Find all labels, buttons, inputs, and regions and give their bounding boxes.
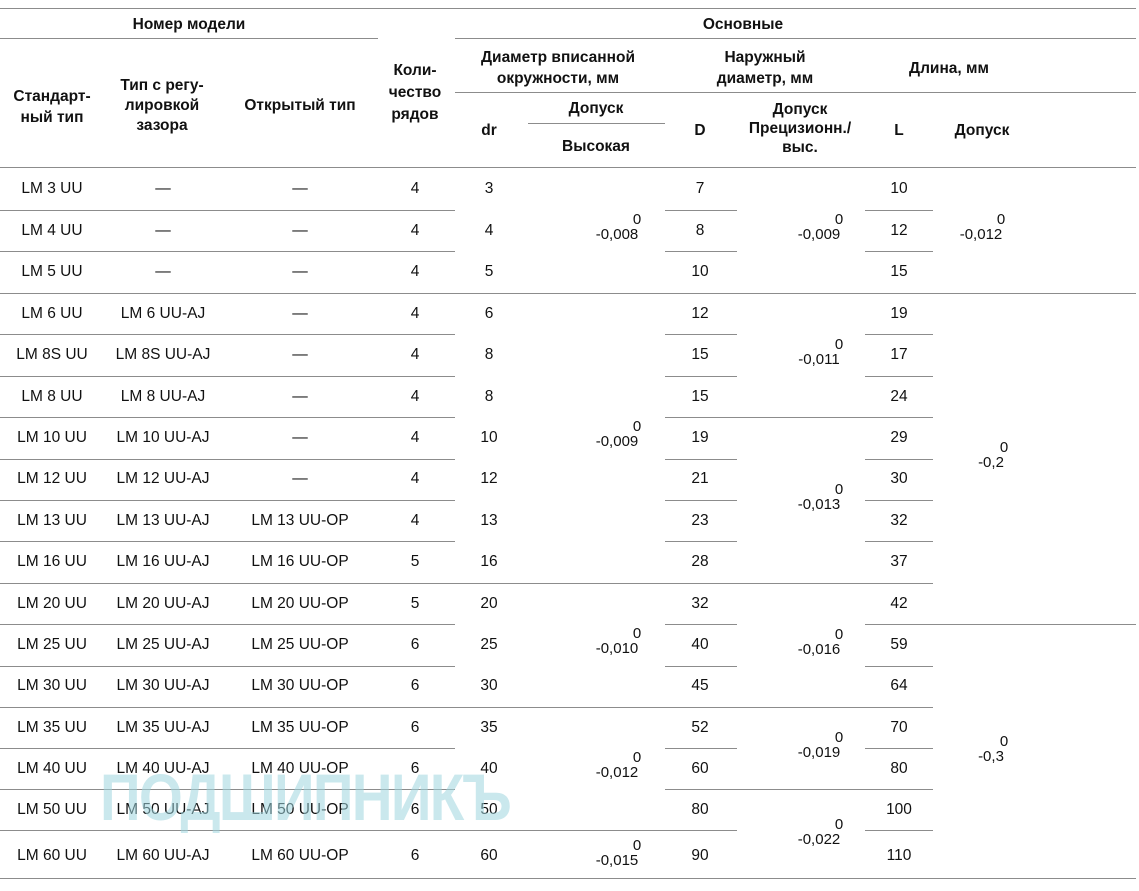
cell-aj: LM 12 UU-AJ: [116, 470, 210, 487]
cell-dr: 8: [484, 346, 494, 363]
cell-std: LM 25 UU: [17, 636, 87, 653]
table-rule: [737, 707, 865, 708]
tolerance-D-6: 0 -0,022: [797, 816, 844, 848]
cell-std: LM 50 UU: [17, 801, 87, 818]
table-rule: [737, 417, 865, 418]
cell-std: LM 16 UU: [17, 553, 87, 570]
cell-op: LM 40 UU-OP: [251, 760, 349, 777]
rule-header-bottom: [0, 167, 1136, 168]
cell-L: 17: [890, 346, 908, 363]
cell-n: 6: [410, 719, 420, 736]
cell-D: 15: [691, 346, 709, 363]
table-rule: [865, 789, 933, 790]
cell-n: 6: [410, 677, 420, 694]
table-rule: [0, 583, 455, 584]
table-rule: [0, 624, 455, 625]
cell-dr: 35: [480, 719, 498, 736]
cell-dr: 10: [480, 429, 498, 446]
table-rule: [0, 417, 455, 418]
table-rule: [865, 583, 933, 584]
cell-aj: LM 8S UU-AJ: [115, 346, 211, 363]
cell-std: LM 60 UU: [17, 847, 87, 864]
table-rule: [0, 666, 455, 667]
cell-op: LM 30 UU-OP: [251, 677, 349, 694]
table-rule: [665, 748, 737, 749]
cell-L: 42: [890, 595, 908, 612]
cell-L: 80: [890, 760, 908, 777]
rule-top: [0, 8, 1136, 9]
table-rule: [0, 707, 455, 708]
cell-aj: LM 25 UU-AJ: [116, 636, 210, 653]
cell-n: 4: [410, 346, 420, 363]
table-rule: [933, 624, 1136, 625]
tolerance-dr-4: 0 -0,012: [595, 749, 642, 781]
header-L: L: [894, 122, 904, 139]
cell-op: —: [292, 470, 308, 487]
cell-D: 45: [691, 677, 709, 694]
cell-aj: —: [155, 263, 171, 280]
cell-std: LM 6 UU: [21, 305, 83, 322]
table-rule: [665, 500, 737, 501]
table-rule: [0, 878, 1136, 879]
table-rule: [0, 376, 455, 377]
cell-L: 30: [890, 470, 908, 487]
cell-aj: —: [155, 222, 171, 239]
cell-D: 7: [695, 180, 705, 197]
tolerance-dr-5: 0 -0,015: [595, 837, 642, 869]
cell-n: 4: [410, 305, 420, 322]
tolerance-dr-2: 0 -0,009: [595, 418, 642, 450]
cell-L: 32: [890, 512, 908, 529]
header-dr: dr: [481, 122, 497, 139]
cell-n: 4: [410, 222, 420, 239]
table-rule: [455, 293, 665, 294]
cell-n: 4: [410, 470, 420, 487]
rule-tolerance-high: [528, 123, 665, 124]
table-rule: [865, 500, 933, 501]
cell-n: 4: [410, 180, 420, 197]
header-high: Высокая: [562, 138, 630, 155]
cell-std: LM 4 UU: [21, 222, 83, 239]
cell-std: LM 12 UU: [17, 470, 87, 487]
tolerance-L-3: 0 -0,3: [978, 733, 1009, 765]
cell-aj: LM 60 UU-AJ: [116, 847, 210, 864]
header-tolerance: Допуск: [568, 100, 624, 117]
cell-n: 6: [410, 847, 420, 864]
cell-op: LM 50 UU-OP: [251, 801, 349, 818]
cell-std: LM 3 UU: [21, 180, 83, 197]
table-rule: [665, 293, 737, 294]
cell-D: 80: [691, 801, 709, 818]
cell-op: LM 25 UU-OP: [251, 636, 349, 653]
table-rule: [665, 789, 737, 790]
cell-L: 110: [886, 847, 912, 864]
cell-L: 59: [890, 636, 908, 653]
table-rule: [865, 541, 933, 542]
cell-L: 70: [890, 719, 908, 736]
cell-op: —: [292, 388, 308, 405]
table-rule: [865, 376, 933, 377]
tolerance-L-1: 0 -0,012: [959, 211, 1006, 243]
tolerance-D-5: 0 -0,019: [797, 729, 844, 761]
table-rule: [737, 583, 865, 584]
cell-n: 5: [410, 553, 420, 570]
cell-n: 4: [410, 429, 420, 446]
rule-subheader: [455, 92, 1136, 93]
header-D: D: [694, 122, 706, 139]
table-rule: [455, 583, 665, 584]
cell-dr: 4: [484, 222, 494, 239]
table-rule: [665, 459, 737, 460]
cell-D: 23: [691, 512, 709, 529]
header-standard-type: Стандарт- ный тип: [13, 88, 91, 126]
table-rule: [0, 541, 455, 542]
tolerance-D-2: 0 -0,011: [798, 336, 844, 368]
rule-model-group: [0, 38, 378, 39]
cell-aj: LM 13 UU-AJ: [116, 512, 210, 529]
cell-op: LM 35 UU-OP: [251, 719, 349, 736]
cell-std: LM 35 UU: [17, 719, 87, 736]
cell-op: LM 60 UU-OP: [251, 847, 349, 864]
table-rule: [0, 334, 455, 335]
header-adjustable-type: Тип с регу- лировкой зазора: [120, 77, 204, 134]
table-rule: [933, 293, 1136, 294]
cell-aj: LM 35 UU-AJ: [116, 719, 210, 736]
cell-n: 4: [410, 263, 420, 280]
tolerance-dr-3: 0 -0,010: [595, 625, 642, 657]
cell-D: 12: [691, 305, 709, 322]
header-length: Длина, мм: [909, 60, 989, 77]
cell-aj: LM 50 UU-AJ: [116, 801, 210, 818]
cell-dr: 50: [480, 801, 498, 818]
watermark-logo: [100, 742, 520, 842]
table-rule: [0, 251, 455, 252]
table-rule: [0, 293, 455, 294]
table-rule: [665, 417, 737, 418]
table-rule: [665, 251, 737, 252]
cell-L: 37: [890, 553, 908, 570]
header-rows-count: Коли- чество рядов: [388, 62, 442, 123]
table-rule: [0, 500, 455, 501]
header-model-number: Номер модели: [132, 16, 246, 33]
table-rule: [0, 459, 455, 460]
tolerance-D-1: 0 -0,009: [797, 211, 844, 243]
rule-main-group: [455, 38, 1136, 39]
cell-op: LM 16 UU-OP: [251, 553, 349, 570]
table-rule: [865, 748, 933, 749]
cell-dr: 30: [480, 677, 498, 694]
table-rule: [665, 210, 737, 211]
cell-dr: 5: [484, 263, 494, 280]
table-rule: [665, 707, 737, 708]
table-rule: [665, 666, 737, 667]
cell-op: —: [292, 305, 308, 322]
cell-D: 28: [691, 553, 709, 570]
cell-op: —: [292, 222, 308, 239]
table-rule: [665, 376, 737, 377]
cell-op: —: [292, 429, 308, 446]
cell-D: 52: [691, 719, 709, 736]
cell-dr: 20: [480, 595, 498, 612]
cell-n: 6: [410, 760, 420, 777]
cell-std: LM 40 UU: [17, 760, 87, 777]
cell-D: 19: [691, 429, 709, 446]
cell-std: LM 5 UU: [21, 263, 83, 280]
cell-L: 100: [886, 801, 912, 818]
cell-op: —: [292, 263, 308, 280]
cell-dr: 12: [480, 470, 498, 487]
cell-L: 10: [890, 180, 908, 197]
cell-dr: 6: [484, 305, 494, 322]
table-rule: [665, 583, 737, 584]
cell-dr: 25: [480, 636, 498, 653]
header-tolerance-precision: Допуск Прецизионн./ выс.: [748, 101, 852, 156]
table-rule: [865, 830, 933, 831]
cell-op: LM 20 UU-OP: [251, 595, 349, 612]
cell-dr: 8: [484, 388, 494, 405]
cell-aj: —: [155, 180, 171, 197]
cell-op: —: [292, 180, 308, 197]
table-rule: [455, 707, 665, 708]
tolerance-D-3: 0 -0,013: [797, 481, 844, 513]
table-rule: [865, 293, 933, 294]
cell-dr: 13: [480, 512, 498, 529]
cell-n: 4: [410, 512, 420, 529]
table-rule: [865, 459, 933, 460]
cell-D: 32: [691, 595, 709, 612]
cell-aj: LM 40 UU-AJ: [116, 760, 210, 777]
cell-op: —: [292, 346, 308, 363]
cell-aj: LM 10 UU-AJ: [116, 429, 210, 446]
header-inscribed-diameter: Диаметр вписанной окружности, мм: [480, 49, 636, 87]
tolerance-dr-1: 0 -0,008: [595, 211, 642, 243]
table-rule: [665, 541, 737, 542]
table-rule: [665, 334, 737, 335]
cell-std: LM 20 UU: [17, 595, 87, 612]
cell-D: 10: [691, 263, 709, 280]
table-rule: [865, 210, 933, 211]
table-rule: [865, 666, 933, 667]
cell-std: LM 10 UU: [17, 429, 87, 446]
cell-D: 60: [691, 760, 709, 777]
header-tolerance-length: Допуск: [954, 122, 1010, 139]
cell-n: 6: [410, 636, 420, 653]
cell-aj: LM 16 UU-AJ: [116, 553, 210, 570]
cell-std: LM 8S UU: [16, 346, 88, 363]
cell-D: 8: [695, 222, 705, 239]
table-rule: [0, 210, 455, 211]
table-rule: [665, 624, 737, 625]
cell-dr: 16: [480, 553, 498, 570]
table-rule: [865, 251, 933, 252]
header-main: Основные: [702, 16, 784, 33]
cell-D: 40: [691, 636, 709, 653]
table-rule: [737, 789, 865, 790]
table-rule: [865, 417, 933, 418]
cell-std: LM 13 UU: [17, 512, 87, 529]
table-rule: [865, 707, 933, 708]
cell-std: LM 30 UU: [17, 677, 87, 694]
header-outer-diameter: Наружный диаметр, мм: [716, 49, 814, 87]
tolerance-L-2: 0 -0,2: [978, 439, 1009, 471]
table-rule: [665, 830, 737, 831]
table-rule: [737, 293, 865, 294]
watermark-text: ПОДШИПНИКЪ: [100, 760, 511, 834]
cell-n: 4: [410, 388, 420, 405]
cell-dr: 60: [480, 847, 498, 864]
cell-D: 21: [691, 470, 709, 487]
cell-L: 19: [890, 305, 908, 322]
table-rule: [865, 334, 933, 335]
cell-dr: 40: [480, 760, 498, 777]
cell-L: 24: [890, 388, 908, 405]
cell-L: 64: [890, 677, 908, 694]
cell-D: 15: [691, 388, 709, 405]
cell-L: 12: [890, 222, 908, 239]
table-rule: [865, 624, 933, 625]
cell-op: LM 13 UU-OP: [251, 512, 349, 529]
header-open-type: Открытый тип: [244, 97, 356, 114]
cell-n: 5: [410, 595, 420, 612]
cell-aj: LM 20 UU-AJ: [116, 595, 210, 612]
cell-L: 15: [890, 263, 908, 280]
cell-L: 29: [890, 429, 908, 446]
cell-std: LM 8 UU: [21, 388, 83, 405]
cell-dr: 3: [484, 180, 494, 197]
cell-aj: LM 6 UU-AJ: [120, 305, 206, 322]
cell-aj: LM 30 UU-AJ: [116, 677, 210, 694]
tolerance-D-4: 0 -0,016: [797, 626, 844, 658]
cell-aj: LM 8 UU-AJ: [120, 388, 206, 405]
cell-n: 6: [410, 801, 420, 818]
cell-D: 90: [691, 847, 709, 864]
